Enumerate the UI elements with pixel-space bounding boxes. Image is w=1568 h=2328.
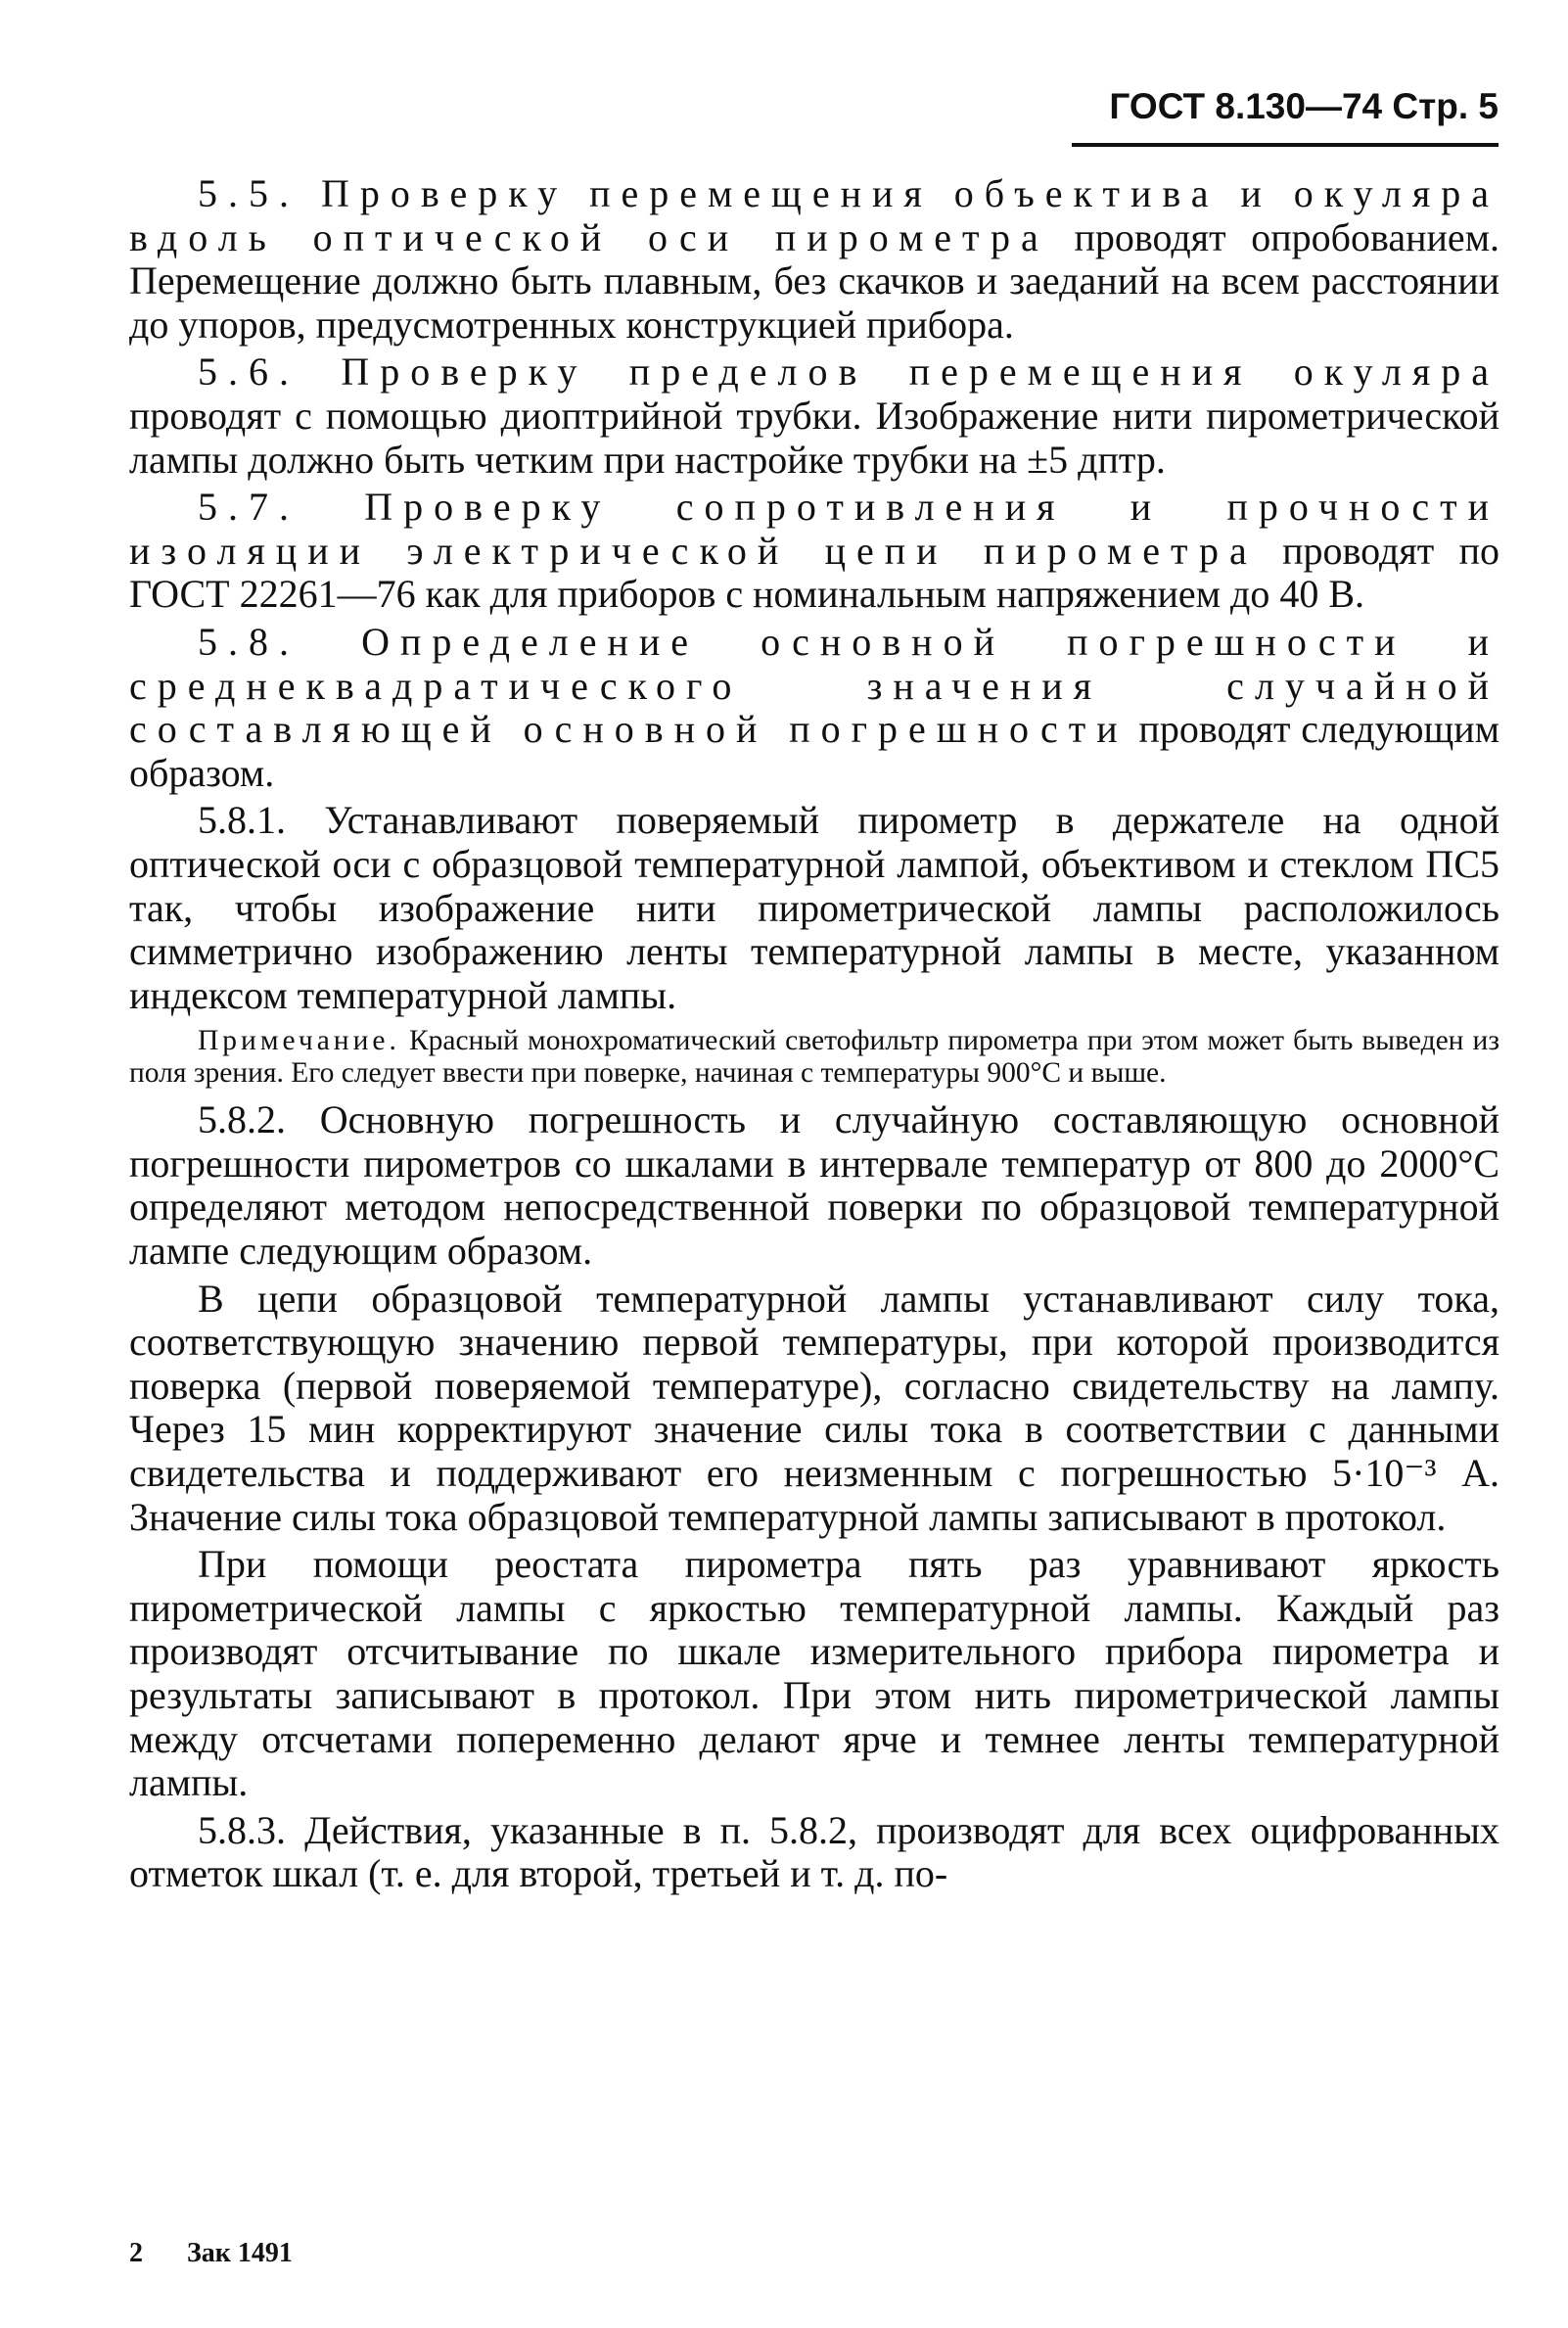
note (129, 1025, 1499, 1090)
page-number: Стр. 5 (1392, 86, 1499, 126)
paragraph-current-setting: В цепи образцовой температурной лампы устанавливают силу тока, соответствующую значению первой температуры, при которой производится поверка (первой поверяемой температуре), согласно свидетельству на лампу. Через 15 мин корректируют значение силы тока в соответствии с данными свидетельства и поддерживают его неизменным с погрешностью 5·10⁻³ А. Значение силы тока образцовой температурной лампы записывают в протокол. (129, 1276, 1499, 1539)
section-5-5-heading: 5.5. Проверку перемещения объектива и окуляра вдоль оптической оси пирометра (129, 171, 1499, 259)
section-5-8-heading: 5.8. Определение основной погрешности и среднеквадратического значения случайной составляющей основной погрешности (129, 619, 1499, 752)
section-5-6-heading: 5.6. Проверку пределов перемещения окуляра (198, 349, 1499, 395)
document-title: ГОСТ 8.130—74 (1109, 86, 1383, 126)
section-5-8-2: 5.8.2. Основную погрешность и случайную составляющую основной погрешности пирометров со шкалами в интервале температур от 800 до 2000°С определяют методом непосредственной поверки по образцовой температурной лампе следующим образом. (129, 1097, 1499, 1274)
section-5-6-body: проводят с помощью диоптрийной трубки. Изображение нити пирометрической лампы должно быть четким при настройке трубки на ±5 дптр. (129, 393, 1499, 482)
section-5-7 (129, 486, 1499, 617)
section-5-7-body: проводят по ГОСТ 22261—76 как для приборов с номинальным напряжением до 40 В. (129, 528, 1499, 617)
document-body (129, 172, 1499, 1900)
page-footer (129, 2238, 330, 2269)
section-5-6 (129, 350, 1499, 482)
section-5-8-body: проводят следующим образом. (129, 707, 1499, 795)
section-5-8 (129, 621, 1499, 795)
paragraph-rheostat: При помощи реостата пирометра пять раз уравнивают яркость пирометрической лампы с яркостью температурной лампы. Каждый раз производят отсчитывание по шкале измерительного прибора пирометра и результаты записывают в протокол. При этом нить пирометрической лампы между отсчетами попеременно делают ярче и темнее ленты температурной лампы. (129, 1542, 1499, 1805)
page-header (1072, 86, 1499, 143)
header-rule (1072, 143, 1499, 147)
section-5-8-3: 5.8.3. Действия, указанные в п. 5.8.2, производят для всех оцифрованных отметок шкал (т. е. для второй, третьей и т. д. по- (129, 1807, 1499, 1896)
section-5-5-body: проводят опробованием. Перемещение должно быть плавным, без скачков и заеданий на всем расстоянии до упоров, предусмотренных конструкцией прибора. (129, 214, 1500, 347)
footer-order-number: Зак 1491 (187, 2238, 293, 2268)
note-text: Красный монохроматический светофильтр пирометра при этом может быть выведен из поля зрения. Его следует ввести при поверке, начиная с температуры 900°С и выше. (129, 1025, 1499, 1090)
note-label: Примечание. (198, 1025, 400, 1057)
footer-sheet-number: 2 (129, 2238, 143, 2268)
section-5-7-heading: 5.7. Проверку сопротивления и прочности изоляции электрической цепи пирометра (129, 485, 1499, 573)
section-5-8-1: 5.8.1. Устанавливают поверяемый пирометр в держателе на одной оптической оси с образцовой температурной лампой, объективом и стеклом ПС5 так, чтобы изображение нити пирометрической лампы расположилось симметрично изображению ленты температурной лампы в месте, указанном индексом температурной лампы. (129, 798, 1499, 1017)
section-5-5 (129, 172, 1499, 347)
